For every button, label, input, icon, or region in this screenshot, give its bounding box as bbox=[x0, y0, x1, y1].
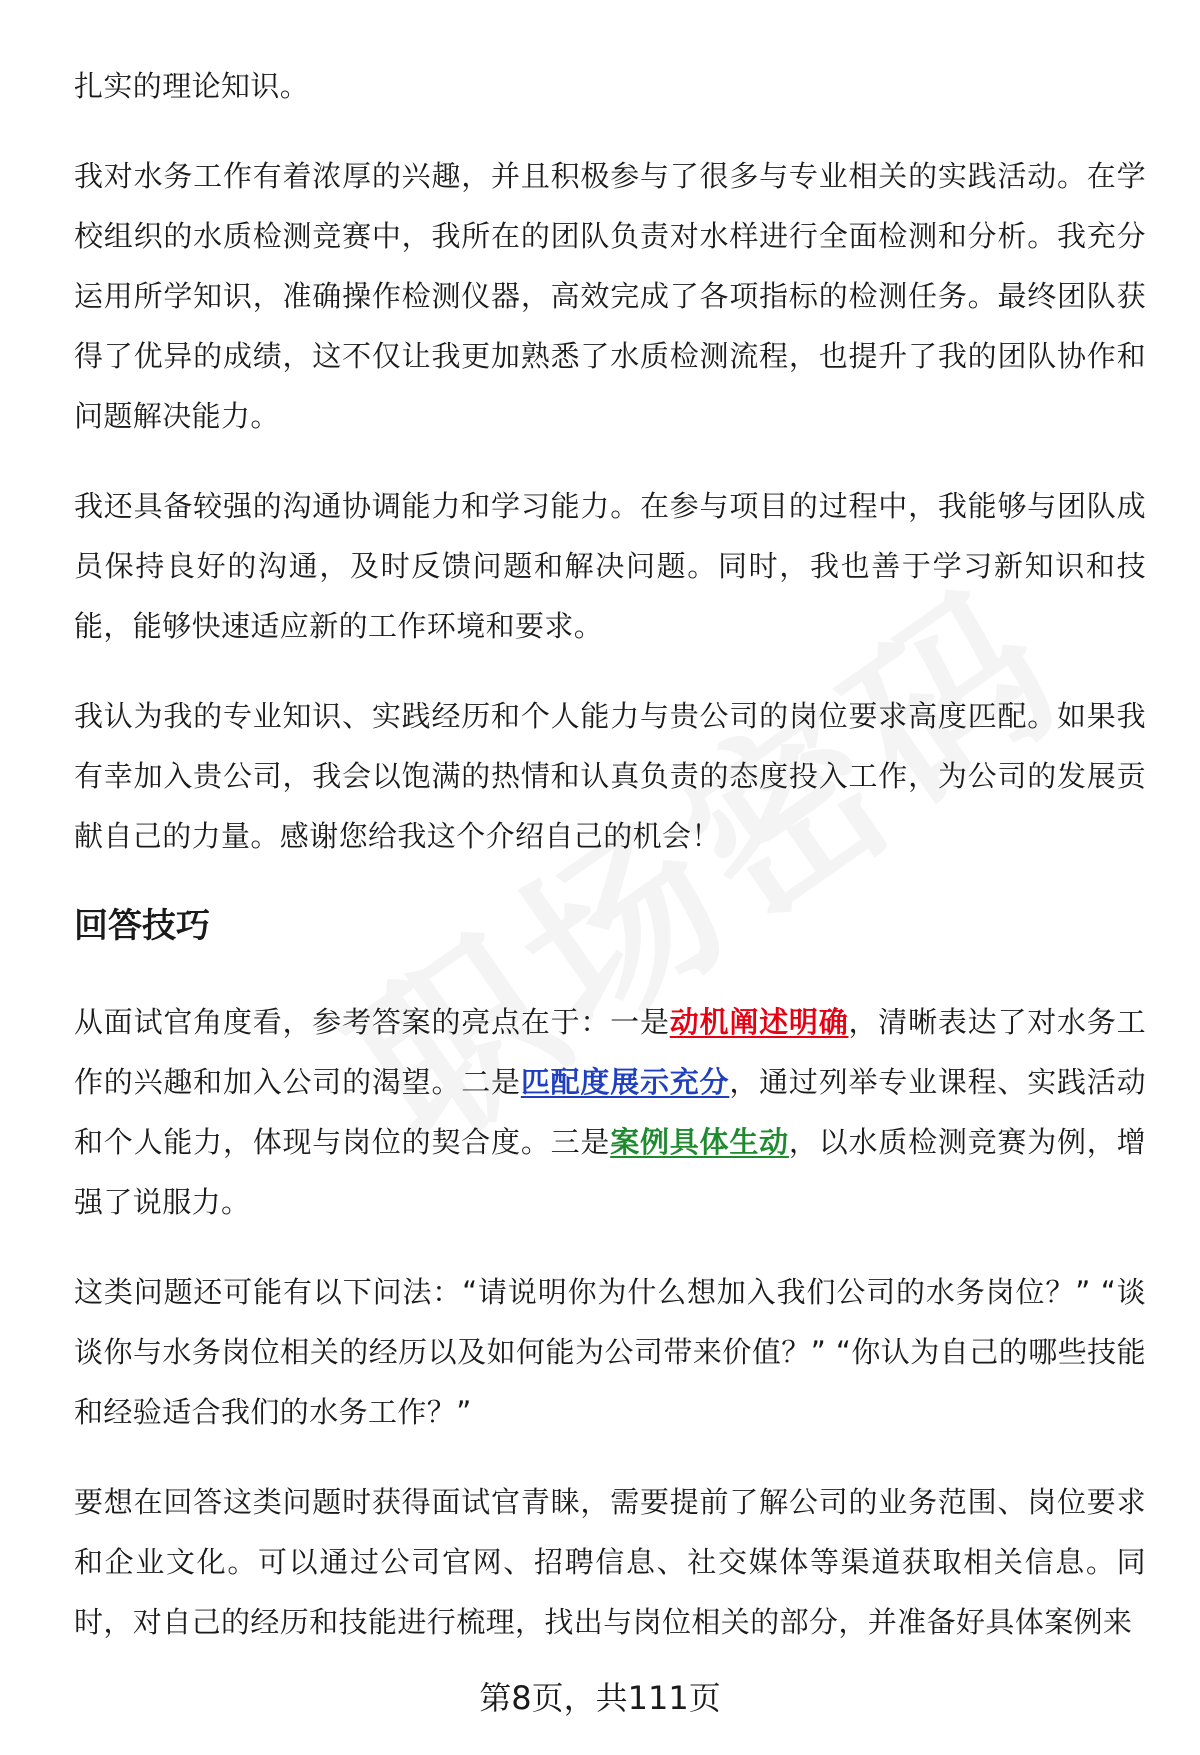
tips-text-part: 从面试官角度看，参考答案的亮点在于：一是 bbox=[74, 1005, 670, 1039]
paragraph-communication-ability: 我还具备较强的沟通协调能力和学习能力。在参与项目的过程中，我能够与团队成员保持良好的沟通，及时反馈问题和解决问题。同时，我也善于学习新知识和技能，能够快速适应新的工作环境和要求。 bbox=[74, 489, 1146, 643]
tips-text-part: ，清晰表达了对水务工作的兴趣和加入公司的渴望。二是 bbox=[74, 1005, 1146, 1099]
highlight-case: 案例具体生动 bbox=[610, 1125, 789, 1159]
paragraph-conclusion: 我认为我的专业知识、实践经历和个人能力与贵公司的岗位要求高度匹配。如果我有幸加入贵公司，我会以饱满的热情和认真负责的态度投入工作，为公司的发展贡献自己的力量。感谢您给我这个介绍自己的机会！ bbox=[74, 699, 1146, 853]
paragraph-practice-experience: 我对水务工作有着浓厚的兴趣，并且积极参与了很多与专业相关的实践活动。在学校组织的水质检测竞赛中，我所在的团队负责对水样进行全面检测和分析。我充分运用所学知识，准确操作检测仪器，高效完成了各项指标的检测任务。最终团队获得了优异的成绩，这不仅让我更加熟悉了水质检测流程，也提升了我的团队协作和问题解决能力。 bbox=[74, 159, 1146, 433]
tips-text-part: ，通过列举专业课程、实践活动和个人能力，体现与岗位的契合度。三是 bbox=[74, 1065, 1146, 1159]
tips-text-part: ，以水质检测竞赛为例，增强了说服力。 bbox=[74, 1125, 1146, 1219]
highlight-matching: 匹配度展示充分 bbox=[520, 1065, 730, 1099]
paragraph-alternative-questions: 这类问题还可能有以下问法：“请说明你为什么想加入我们公司的水务岗位？” “谈谈你与水务岗位相关的经历以及如何能为公司带来价值？” “你认为自己的哪些技能和经验适合我们的水务工作？” bbox=[74, 1275, 1146, 1429]
paragraph-continuation: 扎实的理论知识。 bbox=[74, 69, 310, 103]
highlight-motivation: 动机阐述明确 bbox=[669, 1005, 849, 1039]
paragraph-preparation-advice: 要想在回答这类问题时获得面试官青睐，需要提前了解公司的业务范围、岗位要求和企业文化。可以通过公司官网、招聘信息、社交媒体等渠道获取相关信息。同时，对自己的经历和技能进行梳理，找出与岗位相关的部分，并准备好具体案例来 bbox=[74, 1485, 1146, 1639]
paragraph-tips-highlights bbox=[74, 992, 1146, 1232]
document-content bbox=[74, 56, 1146, 1682]
page-number-footer: 第8页，共111页 bbox=[479, 1679, 721, 1717]
section-heading-answer-tips: 回答技巧 bbox=[74, 906, 210, 946]
